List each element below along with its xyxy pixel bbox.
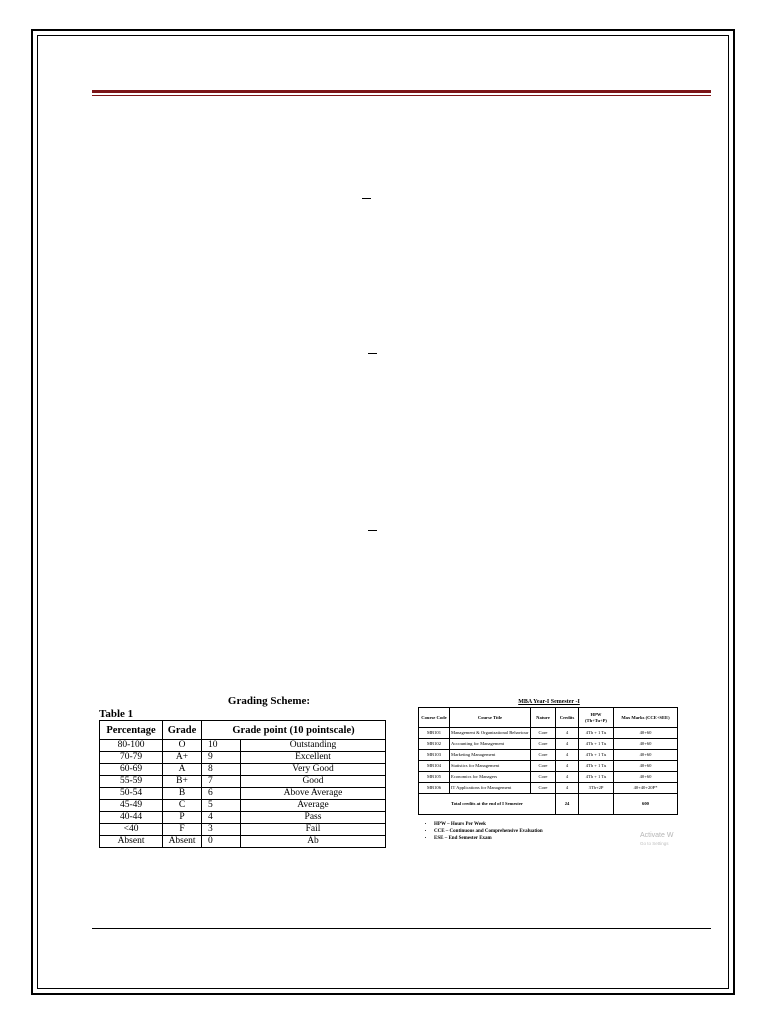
table-row (100, 764, 386, 776)
table-row (419, 772, 678, 783)
table-cell: 4Th + 1 Tu (579, 750, 614, 761)
table-cell: 8 (202, 764, 241, 776)
table-cell: 5 (202, 800, 241, 812)
table-cell: 4Th + 1 Tu (579, 761, 614, 772)
table-cell: 40+60 (614, 739, 678, 750)
table-cell: 70-79 (100, 752, 163, 764)
table-cell: 0 (202, 836, 241, 848)
dash-mark (368, 530, 377, 531)
table-cell: Management & Organizational Behaviour (450, 728, 531, 739)
table-cell: Outstanding (241, 740, 386, 752)
column-header: Course Code (419, 708, 450, 728)
table-cell: 45-49 (100, 800, 163, 812)
table-cell: Core (531, 761, 556, 772)
table-row (419, 728, 678, 739)
table-cell: F (163, 824, 202, 836)
dash-mark (368, 353, 377, 354)
table-cell: MB103 (419, 750, 450, 761)
table-cell: 4 (556, 728, 579, 739)
table-cell: Core (531, 750, 556, 761)
table-cell: Statistics for Management (450, 761, 531, 772)
table-cell: Absent (100, 836, 163, 848)
table-row (100, 800, 386, 812)
table-row (100, 824, 386, 836)
table-cell: <40 (100, 824, 163, 836)
table-cell: 60-69 (100, 764, 163, 776)
table-cell: 40+60 (614, 772, 678, 783)
column-header: Nature (531, 708, 556, 728)
table-cell: 4 (556, 783, 579, 794)
column-header: Credits (556, 708, 579, 728)
table-cell: 40+60 (614, 728, 678, 739)
table-cell: 6 (202, 788, 241, 800)
list-item: • ESE – End Semester Exam (434, 835, 680, 842)
table-cell: Excellent (241, 752, 386, 764)
column-header: HPW (Th+Tu+P) (579, 708, 614, 728)
column-header: Max Marks (CCE+SEE) (614, 708, 678, 728)
table-row (419, 783, 678, 794)
table-row (100, 788, 386, 800)
grading-scheme (99, 695, 389, 848)
table-cell: 4Th + 1 Tu (579, 728, 614, 739)
table-cell (579, 794, 614, 815)
table-cell: 55-59 (100, 776, 163, 788)
table-cell: Average (241, 800, 386, 812)
table-cell: 4 (556, 772, 579, 783)
table-cell: Core (531, 783, 556, 794)
table-cell: O (163, 740, 202, 752)
table-cell: B (163, 788, 202, 800)
table-row (100, 812, 386, 824)
list-item: • CCE – Continuous and Comprehensive Evaluation (434, 828, 680, 835)
table-row (100, 776, 386, 788)
table-cell: Absent (163, 836, 202, 848)
header-rule-thin (92, 95, 711, 96)
table-cell: 10 (202, 740, 241, 752)
table-cell: 7 (202, 776, 241, 788)
header-rule (92, 90, 711, 93)
table-cell: B+ (163, 776, 202, 788)
table-cell: MB102 (419, 739, 450, 750)
activate-watermark: Activate W (640, 832, 674, 839)
table-cell: Economics for Managers (450, 772, 531, 783)
table-cell: 80-100 (100, 740, 163, 752)
total-marks: 600 (614, 794, 678, 815)
table-cell: 4 (556, 761, 579, 772)
table-cell: Core (531, 739, 556, 750)
table-cell: MB105 (419, 772, 450, 783)
mba-table-title: MBA Year-I Semester -I (518, 699, 580, 705)
table-cell: P (163, 812, 202, 824)
table-cell: Above Average (241, 788, 386, 800)
table-cell: 4Th + 1 Tu (579, 739, 614, 750)
total-label: Total credits at the end of I Semester (419, 794, 556, 815)
grading-title: Grading Scheme: (227, 695, 311, 707)
table-cell: 40+40+20P* (614, 783, 678, 794)
table-cell: Fail (241, 824, 386, 836)
table-cell: 9 (202, 752, 241, 764)
table-cell: Core (531, 728, 556, 739)
table-cell: Very Good (241, 764, 386, 776)
table-header-row (419, 708, 678, 728)
table-cell: MB101 (419, 728, 450, 739)
table-cell: 4 (202, 812, 241, 824)
table-row (100, 836, 386, 848)
table-cell: Core (531, 772, 556, 783)
table-cell: 4 (556, 750, 579, 761)
table-cell: MB106 (419, 783, 450, 794)
table-cell: IT Applications for Management (450, 783, 531, 794)
table-row (100, 752, 386, 764)
table-cell: 40+60 (614, 761, 678, 772)
table-label: Table 1 (99, 708, 134, 720)
column-header: Course Title (450, 708, 531, 728)
table-cell: 4Th + 1 Tu (579, 772, 614, 783)
column-header: Grade point (10 pointscale) (202, 721, 386, 740)
table-cell: A (163, 764, 202, 776)
table-cell: C (163, 800, 202, 812)
list-item: • HPW – Hours Per Week (434, 821, 680, 828)
mba-semester-table (418, 698, 680, 842)
table-cell: A+ (163, 752, 202, 764)
table-row (419, 750, 678, 761)
column-header: Grade (163, 721, 202, 740)
table-cell: 50-54 (100, 788, 163, 800)
table-row (100, 740, 386, 752)
table-cell: Good (241, 776, 386, 788)
settings-watermark: Go to Settings (640, 841, 669, 846)
table-cell: 4 (556, 739, 579, 750)
table-cell: Accounting for Management (450, 739, 531, 750)
table-cell: 3 (202, 824, 241, 836)
total-row (419, 794, 678, 815)
total-credits: 24 (556, 794, 579, 815)
column-header: Percentage (100, 721, 163, 740)
grading-table (99, 720, 386, 848)
table-cell: 40-44 (100, 812, 163, 824)
table-cell: Pass (241, 812, 386, 824)
footer-rule (92, 928, 711, 929)
table-cell: MB104 (419, 761, 450, 772)
table-cell: 40+60 (614, 750, 678, 761)
table-row (419, 761, 678, 772)
table-cell: 3Th+2P (579, 783, 614, 794)
table-row (419, 739, 678, 750)
table-header-row (100, 721, 386, 740)
table-cell: Ab (241, 836, 386, 848)
course-table (418, 707, 678, 815)
dash-mark (362, 198, 371, 199)
table-cell: Marketing Management (450, 750, 531, 761)
